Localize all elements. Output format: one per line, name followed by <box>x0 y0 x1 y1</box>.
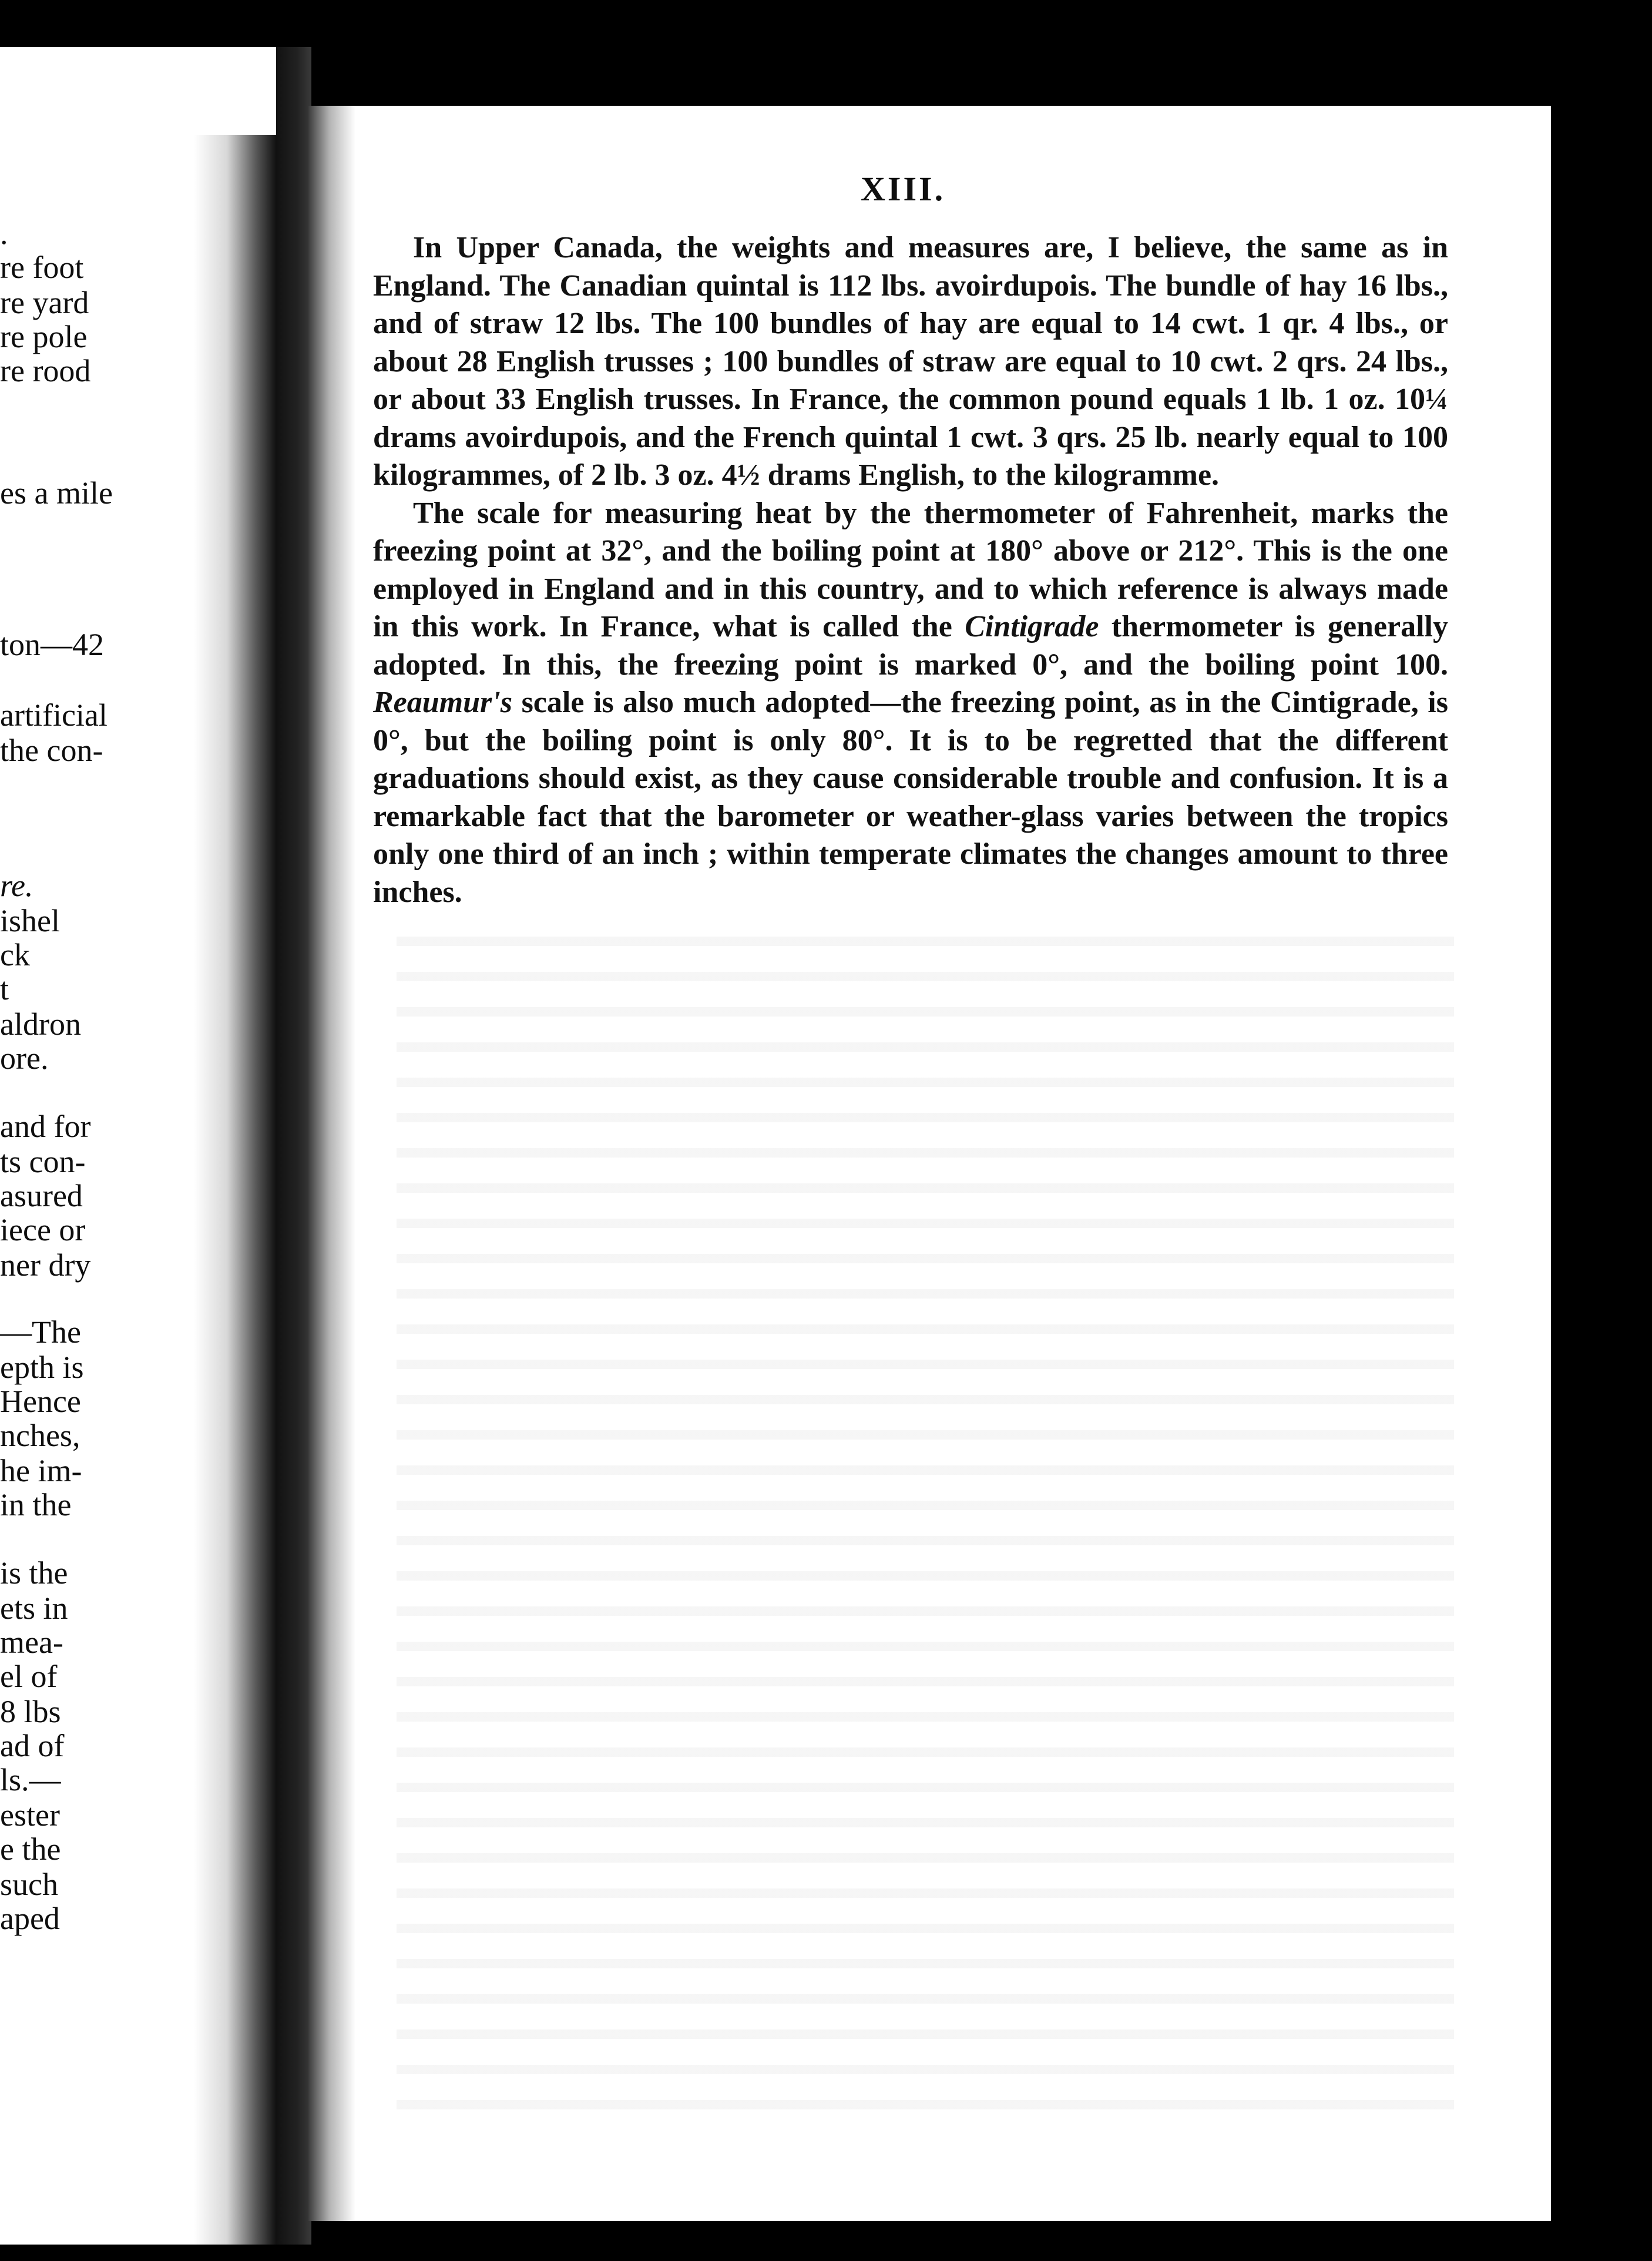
left-line: Hence <box>0 1384 81 1419</box>
left-line: —The <box>0 1314 81 1350</box>
bleed-through-texture <box>397 911 1454 2115</box>
left-line: ets in <box>0 1591 68 1626</box>
left-line: ore. <box>0 1041 49 1076</box>
left-line: ner dry <box>0 1247 91 1283</box>
left-line: artificial <box>0 697 108 733</box>
right-page-gutter-shadow <box>308 106 355 2221</box>
left-line: 8 lbs <box>0 1694 61 1729</box>
left-line: re pole <box>0 319 88 354</box>
left-line: he im- <box>0 1453 82 1488</box>
left-line: iece or <box>0 1212 86 1247</box>
left-line: such <box>0 1867 58 1902</box>
left-line: ishel <box>0 903 60 938</box>
left-line: in the <box>0 1487 72 1522</box>
left-line: t <box>0 971 9 1007</box>
left-line: . <box>0 216 8 251</box>
paragraph-text: The scale for measuring heat by the thermometer of Fahrenheit, marks the freezing point at 32°, and the boiling point at 180° above or 212°. This is the one employed in England and in this country, and to which reference is always made in this work. In France, what is called the <box>373 496 1448 643</box>
page-number: XIII. <box>861 170 946 208</box>
paragraph-text: scale is also much adopted—the freezing point, as in the Cintigrade, is 0°, but the boiling point is only 80°. It is to be regretted that the different graduations should exist, as they cause considerable trouble and confusion. It is a remarkable fact that the barometer or weather-glass varies between the tropics only one third of an inch ; within temperate climates the changes amount to three inches. <box>373 686 1448 909</box>
book-spine <box>276 47 311 2245</box>
left-facing-page <box>0 47 276 2245</box>
italic-term: Reaumur's <box>373 686 512 719</box>
left-line: re foot <box>0 250 84 285</box>
left-line: ts con- <box>0 1144 86 1179</box>
italic-term: Cintigrade <box>965 610 1099 643</box>
left-line: ester <box>0 1797 60 1833</box>
left-line: asured <box>0 1178 83 1213</box>
left-line: re. <box>0 868 33 903</box>
left-line: ad of <box>0 1728 65 1763</box>
paragraph-text: thermometer is generally adopted. In this, the freezing point is marked 0°, and the boiling point 100. <box>373 610 1449 682</box>
paragraph-text: In Upper Canada, the weights and measures are, I believe, the same as in England. The Canadian quintal is 112 lbs. avoirdupois. The bundle of hay 16 lbs., and of straw 12 lbs. The 100 bundles of hay are equal to 14 cwt. 1 qr. 4 lbs., or about 28 English trusses ; 100 bundles of straw are equal to 10 cwt. 2 qrs. 24 lbs., or about 33 English trusses. In France, the common pound equals 1 lb. 1 oz. 10¼ drams avoirdupois, and the French quintal 1 cwt. 3 qrs. 25 lb. nearly equal to 100 kilogrammes, of 2 lb. 3 oz. 4½ drams English, to the kilogramme. <box>373 231 1448 492</box>
left-line: es a mile <box>0 475 113 511</box>
left-line: ck <box>0 937 30 972</box>
right-page <box>308 106 1551 2221</box>
left-line: is the <box>0 1555 68 1591</box>
left-line: aped <box>0 1901 60 1936</box>
left-line: nches, <box>0 1418 80 1453</box>
left-line: e the <box>0 1831 61 1867</box>
paragraph-weights-measures <box>373 229 1448 495</box>
left-line: and for <box>0 1109 91 1144</box>
left-page-gutter-shadow <box>194 135 276 2245</box>
left-line: re rood <box>0 353 91 388</box>
paragraph-thermometer <box>373 495 1448 912</box>
left-line: epth is <box>0 1350 84 1385</box>
left-line: re yard <box>0 285 89 320</box>
left-line: aldron <box>0 1007 81 1042</box>
left-line: ls.— <box>0 1762 61 1797</box>
left-line: mea- <box>0 1625 63 1660</box>
left-line: el of <box>0 1659 58 1694</box>
body-text <box>373 229 1448 911</box>
left-line: the con- <box>0 733 103 768</box>
left-line: ton—42 <box>0 627 105 662</box>
